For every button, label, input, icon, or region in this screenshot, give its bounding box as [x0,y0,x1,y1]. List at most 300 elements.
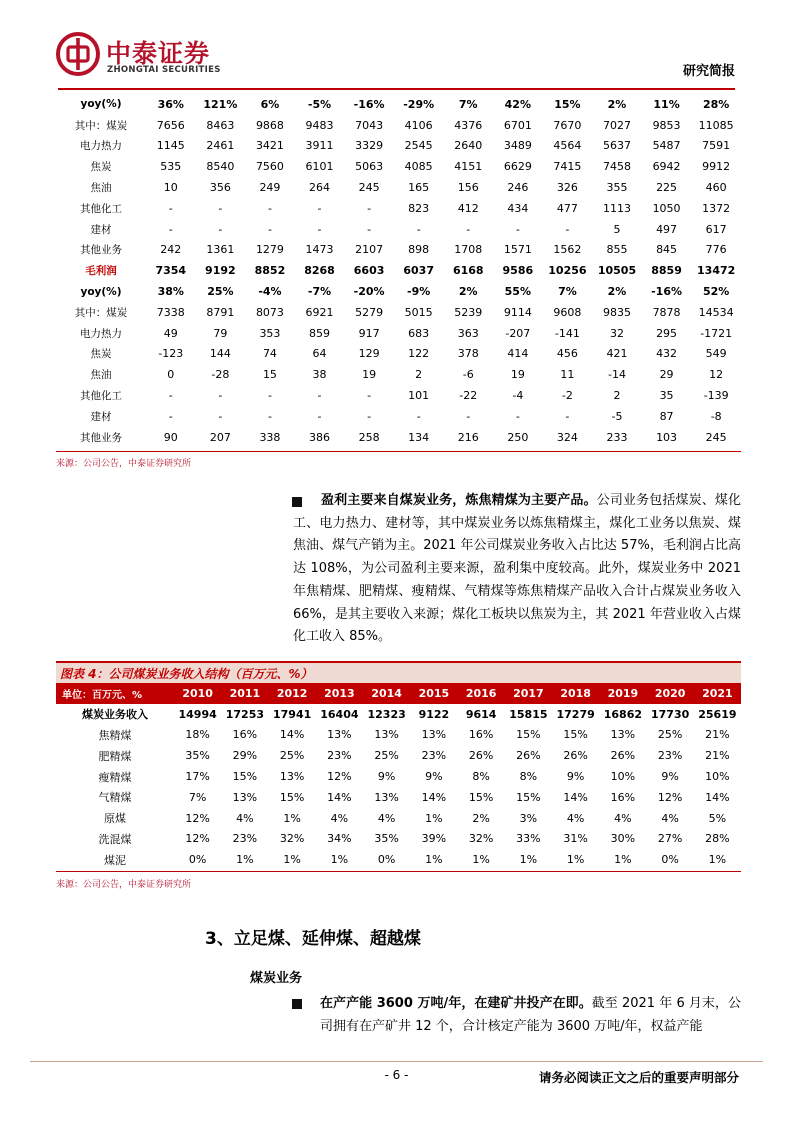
table-cell: - [168,409,173,423]
table-cell: 1473 [305,243,334,257]
year-header: 2017 [505,683,552,704]
table-cell: 9608 [553,305,582,319]
table-cell: 33% [516,832,541,846]
table-cell: 353 [259,326,281,340]
table-cell: 15% [516,790,541,804]
table-cell: 245 [358,181,380,195]
table-cell: 14% [705,790,730,804]
company-logo [56,32,246,78]
table-row [56,156,741,177]
table-cell: 7415 [553,160,582,174]
table-cell: 4376 [454,118,483,132]
table-cell: 617 [705,222,727,236]
table-cell: 16% [610,790,636,804]
table-cell: 25% [279,749,305,763]
table-cell: 338 [259,430,281,444]
table-cell: 12% [185,811,210,825]
table-cell: 264 [309,181,331,195]
table-cell: 10505 [597,264,637,278]
table-cell: 7027 [602,118,631,132]
table-cell: -2 [561,389,573,403]
table-cell: 7354 [155,264,187,278]
table-cell: 412 [457,201,479,215]
table-cell: 17941 [272,707,312,721]
year-header: 2012 [269,683,316,704]
table-cell: 7% [188,790,207,804]
table-cell: 38% [157,285,184,299]
report-type: 研究简报 [682,64,735,79]
table-cell: 6701 [503,118,532,132]
table-cell: -9% [407,285,431,299]
table-cell: 19 [510,368,525,382]
row-label: 建材 [90,410,112,423]
table-cell: 10 [163,181,178,195]
table-cell: 2 [613,389,621,403]
table-cell: 30% [610,832,636,846]
table-cell: 17% [185,770,210,784]
table-cell: 32 [609,326,624,340]
table-cell: -14 [608,368,626,382]
table-cell: 1708 [454,243,483,257]
table-cell: 2% [607,97,627,111]
table-cell: 1% [566,853,585,867]
table-row [56,115,741,136]
table-cell: - [515,222,520,236]
table-cell: 23% [421,749,447,763]
table-cell: 2461 [206,139,235,153]
row-label: yoy(%) [80,285,122,298]
table-cell: 6037 [403,264,434,278]
row-label: 肥精煤 [98,749,132,763]
table-cell: 7560 [255,160,284,174]
table-cell: 64 [312,347,327,361]
table-cell: 3421 [255,139,284,153]
year-header: 2019 [599,683,646,704]
table-cell: 3911 [305,139,334,153]
table-cell: 1372 [702,201,731,215]
table-cell: 460 [705,181,727,195]
table-cell: - [367,201,372,215]
table-cell: 38 [312,368,327,382]
table-cell: 8859 [651,264,682,278]
table-cell: 432 [656,347,678,361]
table-source: 来源：公司公告，中泰证券研究所 [56,459,192,469]
table-cell: 326 [556,181,578,195]
table-cell: 156 [457,181,479,195]
table-cell: 5% [708,811,727,825]
table-cell: - [367,409,372,423]
table-cell: 19 [362,368,377,382]
table-cell: 13% [279,770,305,784]
year-header: 2018 [552,683,599,704]
table-cell: - [218,409,223,423]
table-cell: 7656 [156,118,185,132]
table-cell: 23% [232,832,258,846]
table-cell: 7% [458,97,478,111]
table-cell: 0 [167,368,175,382]
table-row [56,198,741,219]
table-cell: 9835 [602,305,631,319]
table-cell: 497 [656,222,678,236]
table-cell: -123 [158,347,184,361]
table-cell: 2% [607,285,627,299]
row-label: 焦精煤 [98,728,132,742]
table-cell: 4% [566,811,585,825]
table-cell: 324 [556,430,578,444]
table-cell: 7043 [355,118,384,132]
table-row [56,787,741,808]
table-cell: 683 [408,326,430,340]
table-cell: 4106 [404,118,433,132]
table-cell: 26% [516,749,541,763]
table-cell: 12 [709,368,724,382]
table-cell: 13% [374,790,399,804]
table-cell: 859 [309,326,331,340]
table-cell: 5063 [355,160,384,174]
table-cell: 421 [606,347,628,361]
table-cell: 9868 [255,118,284,132]
table-cell: 355 [606,181,628,195]
table-cell: - [416,222,421,236]
year-header: 2016 [458,683,505,704]
table-cell: - [168,389,173,403]
logo-text-en: ZHONGTAI SECURITIES [107,65,221,75]
page-number: - 6 - [384,1068,409,1082]
table-cell: 2 [415,368,423,382]
table-cell: 1% [708,853,727,867]
row-label: yoy(%) [80,98,122,111]
table-cell: 79 [213,326,228,340]
table-cell: 7338 [156,305,185,319]
table-cell: 32% [279,832,305,846]
table-cell: 10256 [548,264,587,278]
table-cell: - [367,389,372,403]
table-cell: 121% [203,97,238,111]
table-cell: 8791 [206,305,235,319]
table-cell: 15815 [509,707,548,721]
table-cell: 233 [606,430,628,444]
table-cell: 55% [504,285,531,299]
table-cell: -1721 [700,326,733,340]
table-cell: 15% [554,97,581,111]
table-cell: - [267,389,272,403]
table-cell: 23% [327,749,352,763]
table-cell: 2% [458,285,478,299]
row-label: 瘦精煤 [98,770,132,784]
table-row [56,725,741,746]
section-title: 3、立足煤、延伸煤、超越煤 [205,929,421,949]
table-cell: 14% [327,790,352,804]
table-cell: 356 [209,181,231,195]
table-cell: 13% [374,728,399,742]
table-row [56,745,741,766]
table-cell: 36% [157,97,184,111]
table-cell: 11 [560,368,575,382]
table-cell: - [565,222,570,236]
table-cell: 917 [358,326,380,340]
table-cell: 9614 [465,707,497,721]
table-cell: 549 [705,347,727,361]
financial-table [56,94,741,448]
table-cell: 42% [504,97,531,111]
table-cell: 776 [705,243,727,257]
row-label: 其他业务 [80,431,122,444]
table-bottom-rule [56,451,741,452]
table-cell: 4151 [454,160,483,174]
table-cell: 5487 [652,139,681,153]
table-row [56,281,741,302]
table-cell: 3% [519,811,538,825]
table-cell: 144 [209,347,231,361]
row-label: 其中：煤炭 [74,119,128,132]
table-cell: 29% [232,749,258,763]
table-cell: -28 [211,368,230,382]
year-header: 2015 [410,683,457,704]
table-row [56,302,741,323]
table-cell: 28% [705,832,730,846]
table-row [56,219,741,240]
table-cell: 3489 [503,139,532,153]
table-row [56,94,741,115]
table-cell: 434 [507,201,529,215]
table-cell: 15% [279,790,305,804]
table-cell: 13472 [697,264,736,278]
table-cell: -16% [651,285,683,299]
table-cell: 9192 [205,264,236,278]
table-cell: - [416,409,421,423]
table-cell: 414 [507,347,529,361]
row-label: 气精煤 [98,791,132,805]
table-cell: 26% [610,749,636,763]
table-cell: 34% [327,832,352,846]
table-cell: 25619 [698,707,737,721]
year-header: 2014 [363,683,410,704]
table-cell: 14994 [178,707,217,721]
table-cell: 6168 [452,264,484,278]
table-cell: 134 [408,430,430,444]
table-cell: 16% [468,728,494,742]
table-cell: 9% [377,770,396,784]
table-cell: 32% [468,832,494,846]
row-label: 电力热力 [80,327,122,340]
table-cell: -8 [710,409,722,423]
table-cell: 9483 [305,118,334,132]
table-cell: 10% [610,770,636,784]
table-cell: 103 [656,430,678,444]
table-cell: 129 [358,347,380,361]
table-cell: -5 [611,409,623,423]
table-cell: 31% [563,832,588,846]
table-cell: 5 [613,222,621,236]
table-cell: - [367,222,372,236]
table-cell: 101 [408,389,430,403]
table-row [56,406,741,427]
table-cell: 386 [309,430,331,444]
table-cell: - [267,201,272,215]
table-cell: 12% [185,832,210,846]
table-cell: 35% [374,832,399,846]
table-cell: 1361 [206,243,235,257]
table-cell: 122 [408,347,430,361]
row-label: 焦油 [90,369,112,382]
table-row [56,240,741,261]
table-cell: 4564 [553,139,582,153]
table-cell: 8073 [255,305,284,319]
table-cell: 477 [556,201,578,215]
table-cell: 207 [209,430,231,444]
table-cell: 9% [661,770,679,784]
table-cell: 23% [657,749,683,763]
table-row [56,808,741,829]
table-cell: 898 [408,243,430,257]
table-cell: 5637 [602,139,631,153]
table-cell: 28% [703,97,730,111]
table-cell: 246 [507,181,529,195]
table-cell: 6101 [305,160,334,174]
table-cell: 13% [327,728,352,742]
table-cell: 7670 [553,118,582,132]
table-row [56,829,741,850]
table-cell: 1145 [156,139,185,153]
table-cell: - [168,201,173,215]
table-cell: 4% [614,811,632,825]
table-cell: 35 [659,389,674,403]
table-cell: 1562 [553,243,582,257]
coal-revenue-structure-table [56,683,741,870]
table-cell: 1113 [602,201,631,215]
table-cell: -6 [462,368,474,382]
paragraph-lead: 盈利主要来自煤炭业务，炼焦精煤为主要产品。 [321,493,597,508]
table-cell: - [466,409,471,423]
table-cell: -5% [307,97,332,111]
table-cell: 2640 [454,139,483,153]
row-label: 煤泥 [104,853,126,867]
table-cell: 165 [408,181,430,195]
table-row [56,260,741,281]
table-cell: 12% [657,790,683,804]
table-row [56,136,741,157]
row-label: 原煤 [104,812,126,826]
table-cell: 11% [653,97,680,111]
table-cell: - [317,222,322,236]
table-cell: 8463 [206,118,235,132]
table-cell: 225 [656,181,678,195]
table-cell: -207 [505,326,531,340]
table-cell: 8268 [304,264,335,278]
figure-bottom-rule [56,871,741,872]
table-cell: -4 [512,389,524,403]
table-cell: 258 [358,430,380,444]
table-cell: 14% [563,790,588,804]
table-cell: 8% [472,770,490,784]
table-cell: 1% [283,811,301,825]
table-cell: -16% [353,97,385,111]
table-cell: 15% [468,790,494,804]
year-header: 2020 [647,683,694,704]
table-cell: 15% [516,728,541,742]
row-label: 其中：煤炭 [74,306,128,319]
paragraph-profit [293,490,741,649]
table-cell: 90 [163,430,178,444]
table-cell: 1% [425,811,443,825]
table-cell: 9% [425,770,443,784]
table-cell: 1% [283,853,301,867]
row-label: 其他化工 [80,390,122,403]
table-cell: 12323 [367,707,406,721]
table-cell: 4085 [404,160,433,174]
table-cell: 10% [705,770,730,784]
table-cell: 7458 [602,160,631,174]
table-cell: 9114 [503,305,532,319]
table-cell: 855 [606,243,628,257]
table-cell: 17730 [650,707,690,721]
table-cell: 1% [330,853,349,867]
table-cell: 3329 [355,139,384,153]
table-cell: 15 [262,368,277,382]
figure-title: 图表 4：公司煤炭业务收入结构（百万元、%） [60,667,313,681]
table-row [56,427,741,448]
table-cell: - [267,409,272,423]
row-label: 洗混煤 [98,832,132,846]
table-cell: -7% [307,285,332,299]
table-header-row [56,683,741,704]
table-cell: 35% [185,749,210,763]
table-cell: 26% [563,749,588,763]
row-label: 其他业务 [80,244,122,257]
table-cell: 14% [279,728,305,742]
table-cell: 7878 [652,305,681,319]
table-row [56,177,741,198]
table-row [56,344,741,365]
table-cell: 21% [705,728,730,742]
table-cell: 7% [558,285,577,299]
paragraph-body: 公司业务包括煤炭、煤化工、电力热力、建材等，其中煤炭业务以炼焦精煤主，煤化工业务以焦炭、煤焦油、煤气产销为主。2021 年公司煤炭业务收入占比达 57%，毛利润占比高达 108%，为公司盈利主要来源，盈利集中度较高。此外，煤炭业务中 2021 年焦精煤、肥精煤、瘦精煤、气精煤等炼焦精煤产品收入合计占煤炭业务收入 66%，是其主要收入来源；煤化工板块以焦炭为主，其 2021 年营业收入占煤化工收入 85%。 [293,493,741,645]
table-cell: 16862 [603,707,643,721]
row-label: 其他化工 [80,202,122,215]
year-header: 2011 [221,683,268,704]
row-label: 焦油 [90,182,112,195]
table-cell: 6% [260,97,280,111]
table-cell: 9% [566,770,585,784]
table-cell: 13% [610,728,636,742]
paragraph-lead: 在产产能 3600 万吨/年，在建矿井投产在即。 [320,996,592,1011]
table-cell: 2107 [355,243,384,257]
table-cell: 9586 [502,264,534,278]
table-row [56,766,741,787]
table-cell: 13% [421,728,447,742]
table-cell: 16% [232,728,258,742]
table-cell: 9853 [652,118,681,132]
table-cell: 0% [188,853,207,867]
paragraph-capacity [320,992,741,1038]
table-cell: 9912 [702,160,731,174]
year-header: 2021 [694,683,741,704]
table-cell: 456 [556,347,578,361]
table-cell: -141 [554,326,580,340]
table-cell: - [515,409,520,423]
table-cell: 4% [377,811,396,825]
table-row [56,849,741,870]
table-cell: 1% [519,853,538,867]
table-cell: - [168,222,173,236]
zhongtai-logo-icon [56,32,100,76]
table-cell: 14% [421,790,447,804]
logo-text-cn: 中泰证券 [106,39,211,68]
table-cell: 8% [519,770,538,784]
figure-source: 来源：公司公告，中泰证券研究所 [56,880,192,890]
table-cell: 2% [472,811,490,825]
table-cell: 1279 [255,243,284,257]
